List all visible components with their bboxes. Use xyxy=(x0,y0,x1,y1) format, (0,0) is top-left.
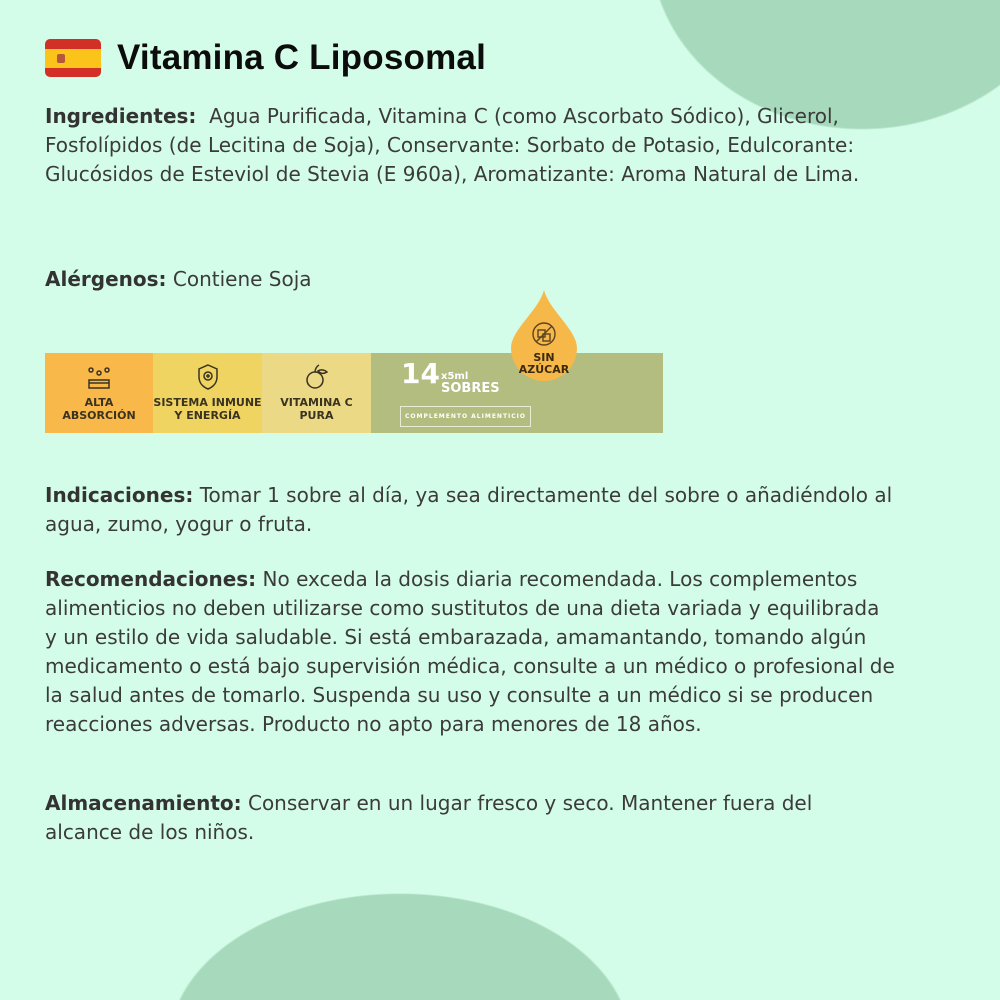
badge-line1: VITAMINA C xyxy=(280,396,353,409)
absorption-icon xyxy=(86,366,112,390)
badge-line2: Y ENERGÍA xyxy=(174,409,241,422)
badge-line2: ABSORCIÓN xyxy=(62,409,136,422)
badge-line1: SISTEMA INMUNE xyxy=(153,396,262,409)
sachet-label: SOBRES xyxy=(441,381,500,396)
sugar-free-line2: AZÚCAR xyxy=(518,363,570,376)
indications-label: Indicaciones: xyxy=(45,483,194,507)
recommendations-section xyxy=(45,565,895,739)
recommendations-label: Recomendaciones: xyxy=(45,567,257,591)
sachet-volume: x5ml xyxy=(441,371,469,382)
orange-icon xyxy=(304,364,330,390)
badge-vitamin-c xyxy=(262,353,371,433)
badge-line2: PURA xyxy=(299,409,334,422)
recommendations-text: No exceda la dosis diaria recomendada. Los complementos alimenticios no deben utilizarse como sustitutos de una dieta variada y equilibrada y un estilo de vida saludable. Si está embarazada, amamantando, tomando algún medicamento o está bajo supervisión médica, consulte a un médico o profesional de la salud antes de tomarlo. Suspenda su uso y consulte a un médico si se producen reacciones adversas. Producto no apto para menores de 18 años. xyxy=(45,567,895,736)
sugar-free-label xyxy=(509,352,579,376)
ingredients-section xyxy=(45,102,895,189)
sachet-count: 14 xyxy=(401,357,440,390)
allergens-label: Alérgenos: xyxy=(45,267,167,291)
header xyxy=(45,38,486,78)
supplement-tag: COMPLEMENTO ALIMENTICIO xyxy=(400,406,531,427)
storage-section xyxy=(45,789,895,847)
badge-immune xyxy=(153,353,262,433)
indications-text: Tomar 1 sobre al día, ya sea directamente del sobre o añadiéndolo al agua, zumo, yogur o fruta. xyxy=(45,483,893,536)
sugar-free-line1: SIN xyxy=(533,351,555,364)
spain-flag-icon xyxy=(45,39,101,77)
indications-section xyxy=(45,481,895,539)
ingredients-text: Agua Purificada, Vitamina C (como Ascorbato Sódico), Glicerol, Fosfolípidos (de Lecitina de Soja), Conservante: Sorbato de Potasio, Edulcorante: Glucósidos de Esteviol de Stevia (E 960a), Aromatizante: Aroma Natural de Lima. xyxy=(45,104,860,186)
page-title: Vitamina C Liposomal xyxy=(117,38,486,77)
storage-text: Conservar en un lugar fresco y seco. Mantener fuera del alcance de los niños. xyxy=(45,791,813,844)
shield-icon xyxy=(197,364,219,390)
storage-label: Almacenamiento: xyxy=(45,791,242,815)
allergens-section xyxy=(45,265,895,294)
badge-line1: ALTA xyxy=(84,396,114,409)
ingredients-label: Ingredientes: xyxy=(45,104,197,128)
allergens-text: Contiene Soja xyxy=(172,267,312,291)
badge-absorption xyxy=(45,353,153,433)
